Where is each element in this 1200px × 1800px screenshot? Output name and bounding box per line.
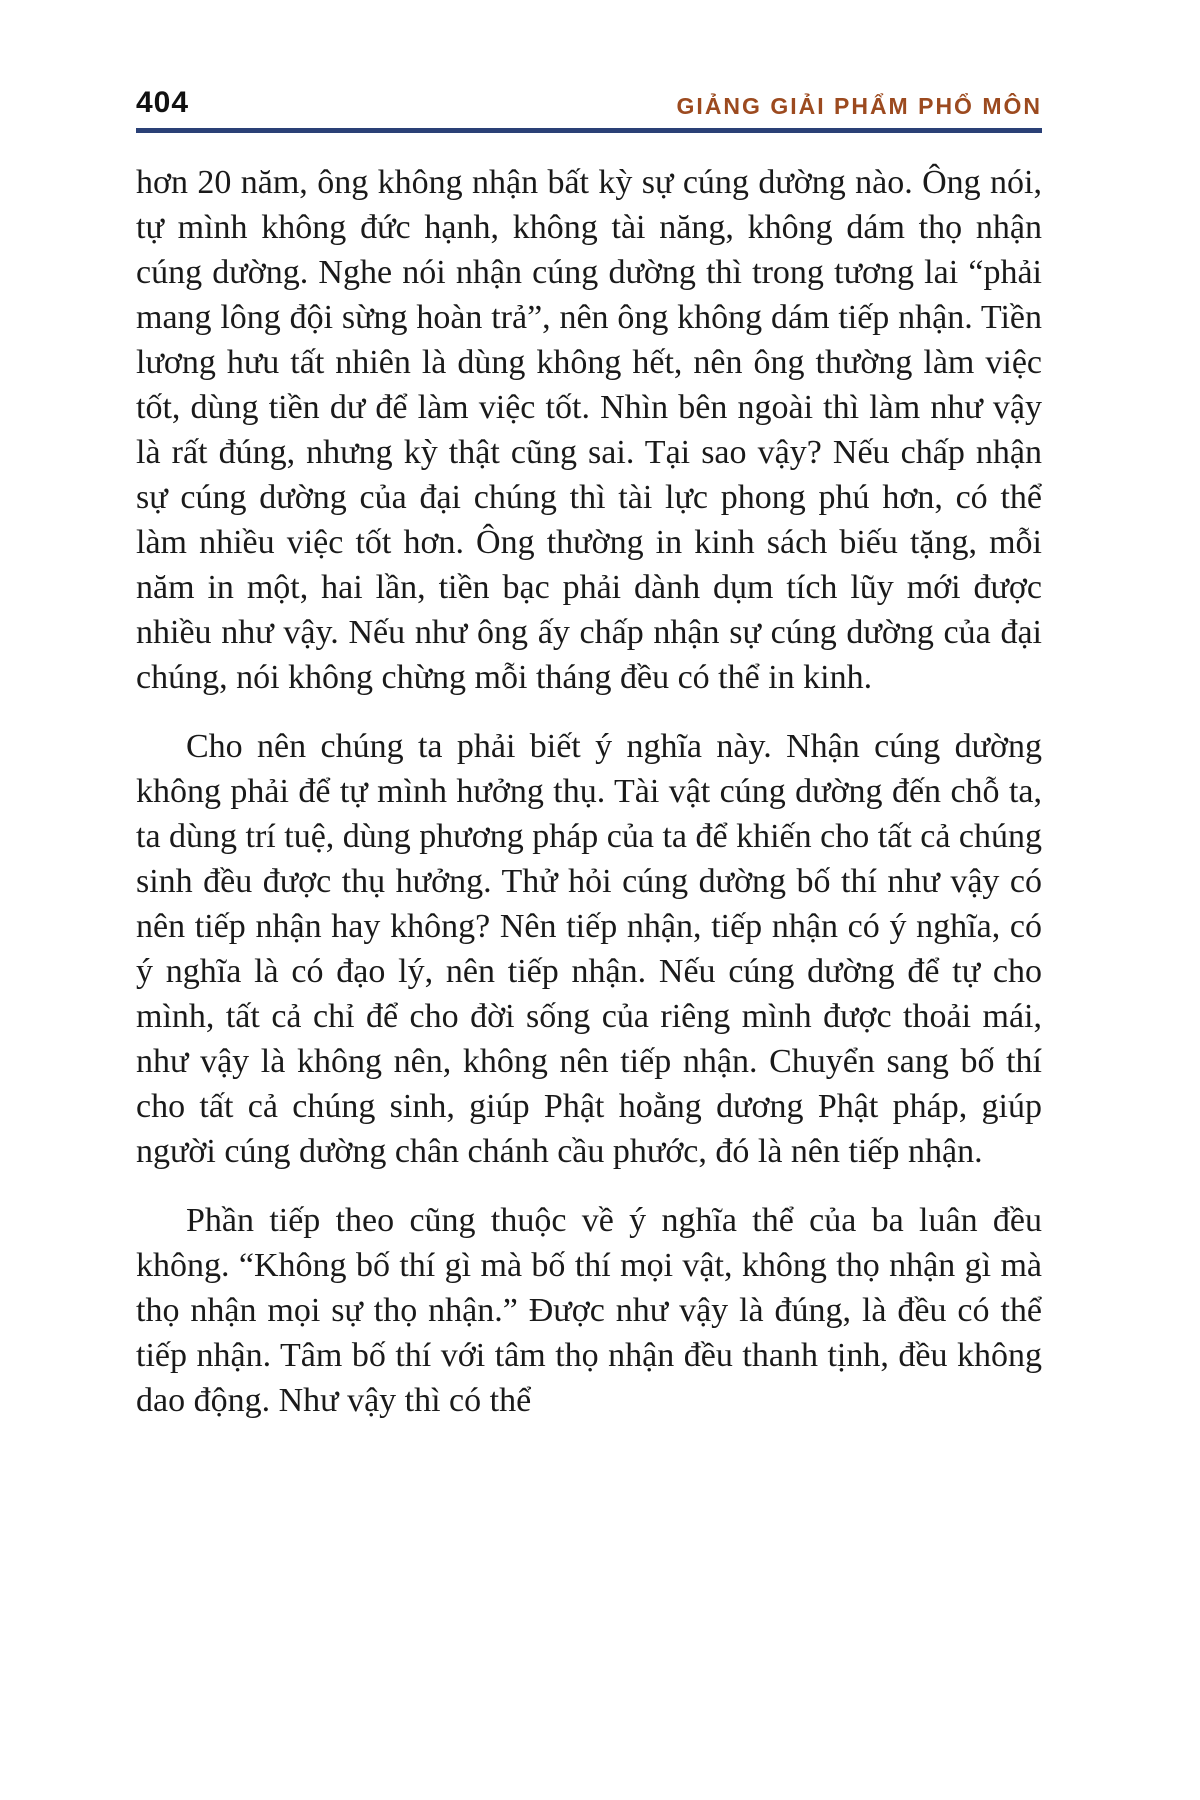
running-title: GIẢNG GIẢI PHẨM PHỔ MÔN	[676, 93, 1042, 119]
paragraph: hơn 20 năm, ông không nhận bất kỳ sự cúng dường nào. Ông nói, tự mình không đức hạnh, không tài năng, không dám thọ nhận cúng dường. Nghe nói nhận cúng dường thì trong tương lai “phải mang lông đội sừng hoàn trả”, nên ông không dám tiếp nhận. Tiền lương hưu tất nhiên là dùng không hết, nên ông thường làm việc tốt, dùng tiền dư để làm việc tốt. Nhìn bên ngoài thì làm như vậy là rất đúng, nhưng kỳ thật cũng sai. Tại sao vậy? Nếu chấp nhận sự cúng dường của đại chúng thì tài lực phong phú hơn, có thể làm nhiều việc tốt hơn. Ông thường in kinh sách biếu tặng, mỗi năm in một, hai lần, tiền bạc phải dành dụm tích lũy mới được nhiều như vậy. Nếu như ông ấy chấp nhận sự cúng dường của đại chúng, nói không chừng mỗi tháng đều có thể in kinh.	[136, 164, 1042, 696]
paragraph: Phần tiếp theo cũng thuộc về ý nghĩa thể của ba luân đều không. “Không bố thí gì mà bố thí mọi vật, không thọ nhận gì mà thọ nhận mọi sự thọ nhận.” Được như vậy là đúng, là đều có thể tiếp nhận. Tâm bố thí với tâm thọ nhận đều thanh tịnh, đều không dao động. Như vậy thì có thể	[136, 1202, 1042, 1419]
header-rule	[136, 128, 1042, 133]
page-header	[136, 88, 1042, 118]
body-text	[136, 160, 1042, 1423]
page-number: 404	[136, 86, 190, 119]
paragraph: Cho nên chúng ta phải biết ý nghĩa này. Nhận cúng dường không phải để tự mình hưởng thụ. Tài vật cúng dường đến chỗ ta, ta dùng trí tuệ, dùng phương pháp của ta để khiến cho tất cả chúng sinh đều được thụ hưởng. Thử hỏi cúng dường bố thí như vậy có nên tiếp nhận hay không? Nên tiếp nhận, tiếp nhận có ý nghĩa, có ý nghĩa là có đạo lý, nên tiếp nhận. Nếu cúng dường để tự cho mình, tất cả chỉ để cho đời sống của riêng mình được thoải mái, như vậy là không nên, không nên tiếp nhận. Chuyển sang bố thí cho tất cả chúng sinh, giúp Phật hoằng dương Phật pháp, giúp người cúng dường chân chánh cầu phước, đó là nên tiếp nhận.	[136, 728, 1042, 1170]
